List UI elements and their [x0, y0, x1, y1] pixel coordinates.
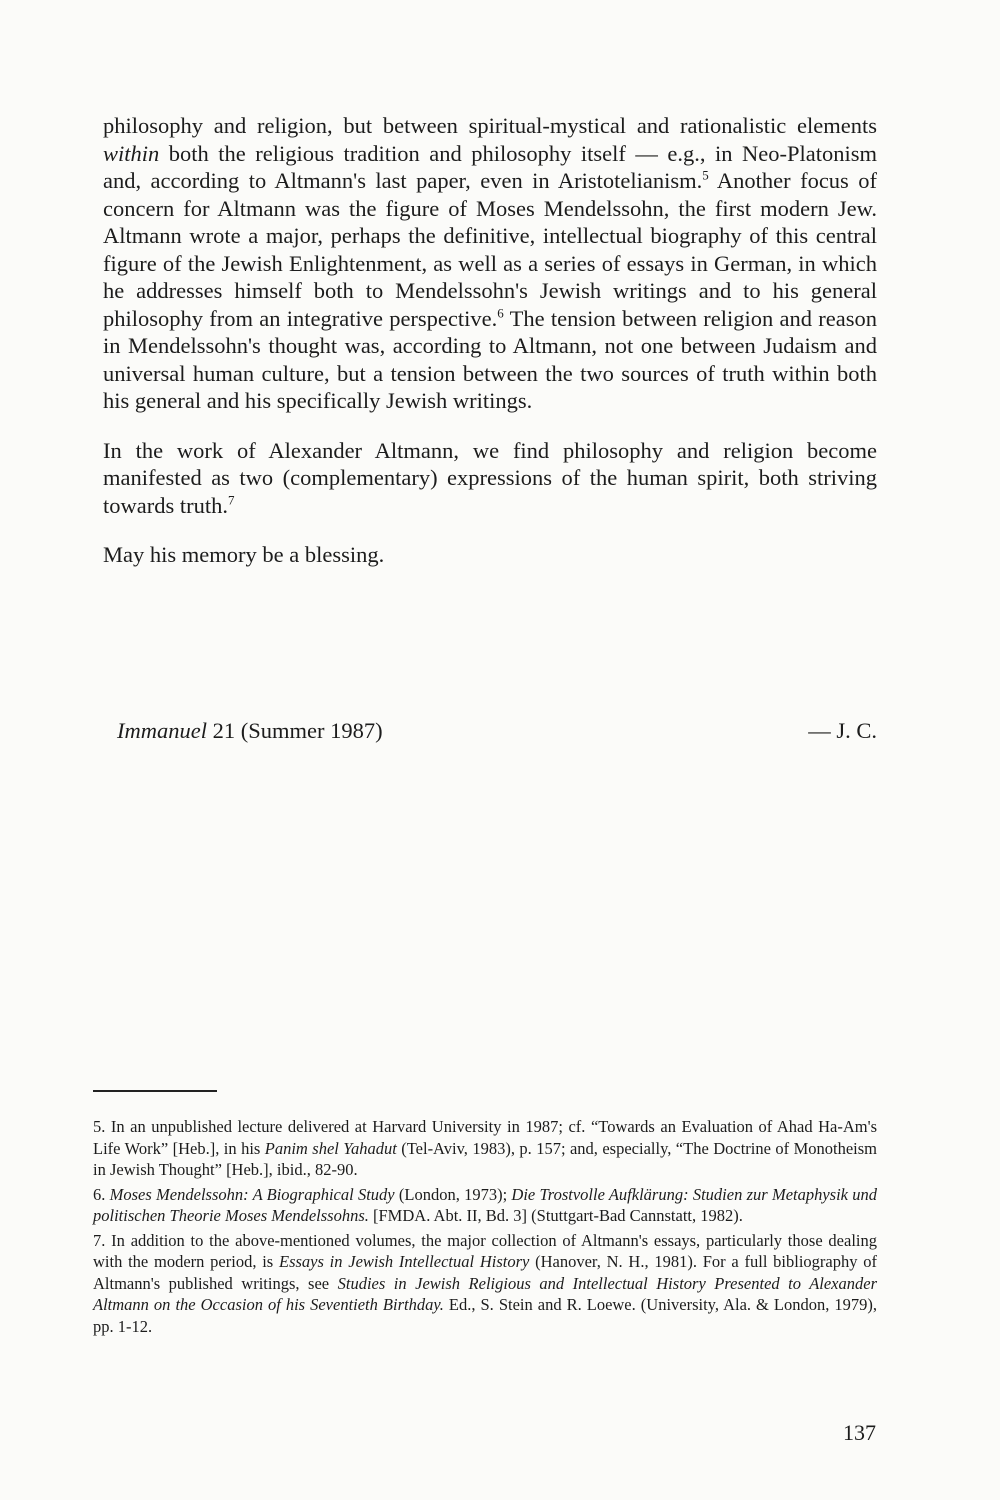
footnote-7: 7. In addition to the above-mentioned volumes, the major collection of Altmann's essays, particularly those dealing with the modern period, is Essays in Jewish Intellectual History (Hanover, N. H., 1981). For a full bibliography of Altmann's published writings, see Studies in Jewish Religious and Intellectual History Presented to Alexander Altmann on the Occasion of his Seventieth Birthday. Ed., S. Stein and R. Loewe. (University, Ala. & London, 1979), pp. 1-12. [93, 1230, 878, 1336]
paragraph-2: In the work of Alexander Altmann, we find philosophy and religion become manifested as two (complementary) expressions of the human spirit, both striving towards truth.$^7$ [103, 437, 877, 518]
footnote-ref-6[interactable]: 6 [497, 305, 504, 320]
paragraph-3: May his memory be a blessing. [103, 542, 385, 567]
footnote-6: 6. Moses Mendelssohn: A Biographical Study (London, 1973); Die Trostvolle Aufklärung: Studien zur Metaphysik und politischen Theorie Moses Mendelssohns. [FMDA. Abt. II, Bd. 3] (Stuttgart-Bad Cannstatt, 1982). [93, 1184, 878, 1225]
footnote-separator [93, 1090, 217, 1092]
signature-line [117, 718, 877, 744]
paragraph-1: philosophy and religion, but between spiritual-mystical and rationalistic elements within both the religious tradition and philosophy itself — e.g., in Neo-Platonism and, according to Altmann's last paper, even in Aristotelianism.$^5$ Another focus of concern for Altmann was the figure of Moses Mendelssohn, the first modern Jew. Altmann wrote a major, perhaps the definitive, intellectual biography of this central figure of the Jewish Enlightenment, as well as a series of essays in German, in which he addresses himself both to Mendelssohn's Jewish writings and to his general philosophy from an integrative perspective.$^6$ The tension between religion and reason in Mendelssohn's thought was, according to Altmann, not one between Judaism and universal human culture, but a tension between the two sources of truth within both his general and his specifically Jewish writings. [103, 113, 877, 413]
journal-citation: Immanuel 21 (Summer 1987) [117, 718, 383, 743]
main-text [103, 112, 877, 569]
footnote-ref-5[interactable]: 5 [702, 167, 709, 183]
page-number: 137 [843, 1420, 876, 1445]
footnote-ref-7[interactable]: 7 [227, 492, 235, 507]
footnote-5: 5. In an unpublished lecture delivered at Harvard University in 1987; cf. “Towards an Evaluation of Ahad Ha-Am's Life Work” [Heb.], in his Panim shel Yahadut (Tel-Aviv, 1983), p. 157; and, especially, “The Doctrine of Monotheism in Jewish Thought” [Heb.], ibid., 82-90. [93, 1117, 877, 1179]
author-initials: — J. C. [808, 718, 877, 743]
footnotes [93, 1116, 877, 1340]
